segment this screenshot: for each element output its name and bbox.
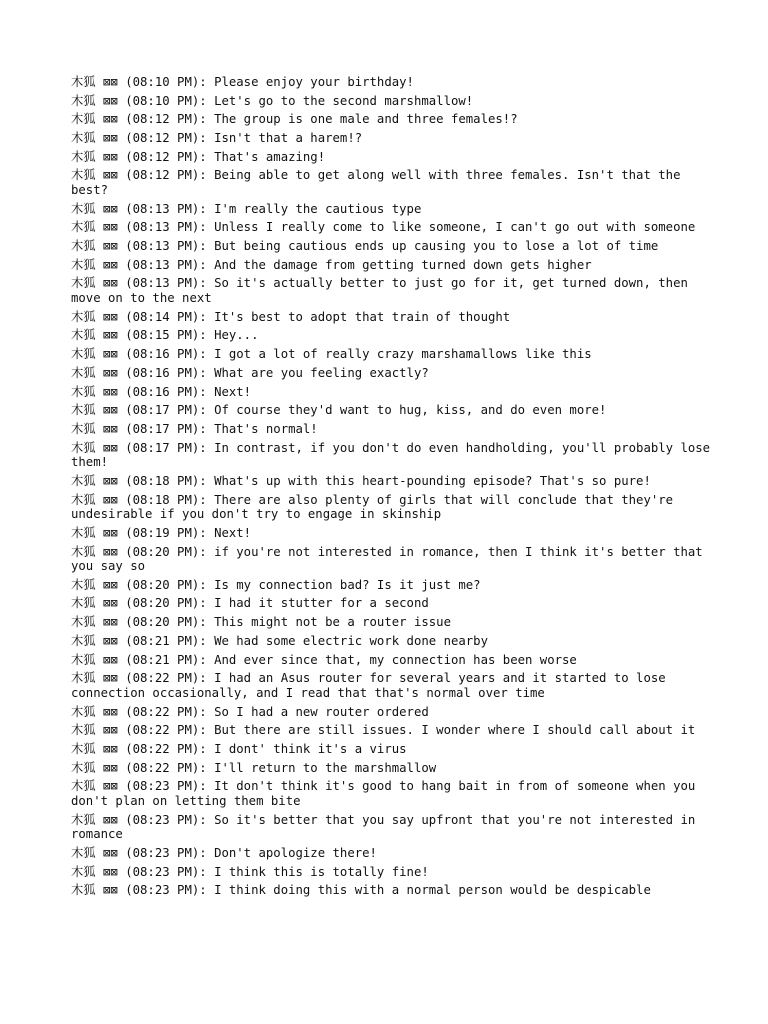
- speaker-name: 木狐 ⊠⊠: [71, 257, 118, 272]
- message-text: Don't apologize there!: [214, 845, 377, 860]
- message-text: Let's go to the second marshmallow!: [214, 93, 474, 108]
- message-text: Unless I really come to like someone, I can't go out with someone: [214, 220, 696, 235]
- speaker-name: 木狐 ⊠⊠: [71, 633, 118, 648]
- speaker-name: 木狐 ⊠⊠: [71, 723, 118, 738]
- speaker-name: 木狐 ⊠⊠: [71, 347, 118, 362]
- chat-line: [71, 202, 711, 217]
- timestamp: (08:16 PM):: [125, 365, 207, 380]
- timestamp: (08:22 PM):: [125, 723, 207, 738]
- timestamp: (08:13 PM):: [125, 201, 207, 216]
- speaker-name: 木狐 ⊠⊠: [71, 741, 118, 756]
- timestamp: (08:13 PM):: [125, 239, 207, 254]
- speaker-name: 木狐 ⊠⊠: [71, 760, 118, 775]
- message-text: Is my connection bad? Is it just me?: [214, 577, 481, 592]
- message-text: Next!: [214, 525, 252, 540]
- chat-line: [71, 596, 711, 611]
- message-text: Being able to get along well with three females. Isn't that the best?: [71, 168, 688, 198]
- timestamp: (08:20 PM):: [125, 615, 207, 630]
- chat-line: [71, 474, 711, 489]
- speaker-name: 木狐 ⊠⊠: [71, 812, 118, 827]
- message-text: That's amazing!: [214, 149, 326, 164]
- speaker-name: 木狐 ⊠⊠: [71, 276, 118, 291]
- message-text: That's normal!: [214, 421, 318, 436]
- message-text: Isn't that a harem!?: [214, 131, 363, 146]
- message-text: if you're not interested in romance, then I think it's better that you say so: [71, 544, 711, 574]
- message-text: It's best to adopt that train of thought: [214, 309, 511, 324]
- speaker-name: 木狐 ⊠⊠: [71, 93, 118, 108]
- speaker-name: 木狐 ⊠⊠: [71, 201, 118, 216]
- timestamp: (08:22 PM):: [125, 760, 207, 775]
- timestamp: (08:12 PM):: [125, 168, 207, 183]
- chat-line: [71, 276, 711, 305]
- message-text: But there are still issues. I wonder where I should call about it: [214, 723, 696, 738]
- speaker-name: 木狐 ⊠⊠: [71, 544, 118, 559]
- speaker-name: 木狐 ⊠⊠: [71, 75, 118, 89]
- message-text: We had some electric work done nearby: [214, 633, 488, 648]
- chat-line: [71, 310, 711, 325]
- timestamp: (08:21 PM):: [125, 633, 207, 648]
- timestamp: (08:15 PM):: [125, 328, 207, 343]
- timestamp: (08:13 PM):: [125, 257, 207, 272]
- speaker-name: 木狐 ⊠⊠: [71, 239, 118, 254]
- timestamp: (08:23 PM):: [125, 864, 207, 879]
- speaker-name: 木狐 ⊠⊠: [71, 149, 118, 164]
- chat-line: [71, 813, 711, 842]
- speaker-name: 木狐 ⊠⊠: [71, 440, 118, 455]
- chat-line: [71, 75, 711, 90]
- chat-line: [71, 578, 711, 593]
- message-text: Of course they'd want to hug, kiss, and do even more!: [214, 403, 607, 418]
- chat-line: [71, 366, 711, 381]
- timestamp: (08:12 PM):: [125, 149, 207, 164]
- timestamp: (08:19 PM):: [125, 525, 207, 540]
- message-text: I had it stutter for a second: [214, 596, 429, 611]
- message-text: There are also plenty of girls that will conclude that they're undesirable if you don't try to engage in skinship: [71, 492, 681, 522]
- message-text: So I had a new router ordered: [214, 704, 429, 719]
- chat-line: [71, 220, 711, 235]
- speaker-name: 木狐 ⊠⊠: [71, 403, 118, 418]
- message-text: So it's actually better to just go for it, get turned down, then move on to the next: [71, 276, 696, 306]
- speaker-name: 木狐 ⊠⊠: [71, 384, 118, 399]
- message-text: I had an Asus router for several years and it started to lose connection occasionally, and I read that that's normal over time: [71, 671, 674, 700]
- chat-line: [71, 239, 711, 254]
- timestamp: (08:10 PM):: [125, 75, 207, 89]
- message-text: This might not be a router issue: [214, 615, 451, 630]
- speaker-name: 木狐 ⊠⊠: [71, 168, 118, 183]
- message-text: The group is one male and three females!?: [214, 112, 518, 127]
- speaker-name: 木狐 ⊠⊠: [71, 365, 118, 380]
- speaker-name: 木狐 ⊠⊠: [71, 473, 118, 488]
- timestamp: (08:12 PM):: [125, 112, 207, 127]
- speaker-name: 木狐 ⊠⊠: [71, 864, 118, 879]
- message-text: Next!: [214, 384, 252, 399]
- chat-line: [71, 328, 711, 343]
- speaker-name: 木狐 ⊠⊠: [71, 596, 118, 611]
- timestamp: (08:18 PM):: [125, 492, 207, 507]
- message-text: I got a lot of really crazy marshamallows like this: [214, 347, 592, 362]
- chat-line: [71, 779, 711, 808]
- chat-line: [71, 150, 711, 165]
- chat-line: [71, 493, 711, 522]
- speaker-name: 木狐 ⊠⊠: [71, 525, 118, 540]
- timestamp: (08:20 PM):: [125, 544, 207, 559]
- speaker-name: 木狐 ⊠⊠: [71, 615, 118, 630]
- chat-transcript: [71, 75, 718, 902]
- chat-line: [71, 168, 711, 197]
- chat-line: [71, 545, 711, 574]
- speaker-name: 木狐 ⊠⊠: [71, 845, 118, 860]
- message-text: Hey...: [214, 328, 259, 343]
- message-text: I think doing this with a normal person would be despicable: [214, 883, 651, 898]
- timestamp: (08:23 PM):: [125, 883, 207, 898]
- chat-line: [71, 742, 711, 757]
- chat-line: [71, 761, 711, 776]
- timestamp: (08:22 PM):: [125, 671, 207, 686]
- message-text: Please enjoy your birthday!: [214, 75, 414, 89]
- message-text: So it's better that you say upfront that you're not interested in romance: [71, 812, 703, 842]
- chat-line: [71, 615, 711, 630]
- chat-line: [71, 846, 711, 861]
- timestamp: (08:12 PM):: [125, 131, 207, 146]
- chat-line: [71, 653, 711, 668]
- chat-line: [71, 347, 711, 362]
- timestamp: (08:22 PM):: [125, 741, 207, 756]
- message-text: What are you feeling exactly?: [214, 365, 429, 380]
- timestamp: (08:23 PM):: [125, 845, 207, 860]
- chat-line: [71, 385, 711, 400]
- chat-line: [71, 422, 711, 437]
- message-text: And the damage from getting turned down gets higher: [214, 257, 592, 272]
- chat-line: [71, 723, 711, 738]
- chat-line: [71, 112, 711, 127]
- speaker-name: 木狐 ⊠⊠: [71, 671, 118, 686]
- message-text: I'll return to the marshmallow: [214, 760, 437, 775]
- timestamp: (08:14 PM):: [125, 309, 207, 324]
- timestamp: (08:18 PM):: [125, 473, 207, 488]
- timestamp: (08:16 PM):: [125, 384, 207, 399]
- message-text: It don't think it's good to hang bait in from of someone when you don't plan on letting them bite: [71, 779, 703, 808]
- chat-line: [71, 526, 711, 541]
- speaker-name: 木狐 ⊠⊠: [71, 492, 118, 507]
- timestamp: (08:13 PM):: [125, 276, 207, 291]
- chat-line: [71, 634, 711, 649]
- speaker-name: 木狐 ⊠⊠: [71, 131, 118, 146]
- chat-line: [71, 440, 718, 470]
- timestamp: (08:13 PM):: [125, 220, 207, 235]
- chat-line: [71, 403, 711, 418]
- timestamp: (08:17 PM):: [125, 421, 207, 436]
- speaker-name: 木狐 ⊠⊠: [71, 704, 118, 719]
- timestamp: (08:22 PM):: [125, 704, 207, 719]
- speaker-name: 木狐 ⊠⊠: [71, 112, 118, 127]
- speaker-name: 木狐 ⊠⊠: [71, 883, 118, 898]
- timestamp: (08:17 PM):: [125, 440, 207, 455]
- speaker-name: 木狐 ⊠⊠: [71, 421, 118, 436]
- chat-line: [71, 671, 711, 700]
- speaker-name: 木狐 ⊠⊠: [71, 779, 118, 794]
- speaker-name: 木狐 ⊠⊠: [71, 309, 118, 324]
- chat-line: [71, 705, 711, 720]
- speaker-name: 木狐 ⊠⊠: [71, 220, 118, 235]
- timestamp: (08:20 PM):: [125, 596, 207, 611]
- chat-line: [71, 883, 711, 898]
- speaker-name: 木狐 ⊠⊠: [71, 652, 118, 667]
- message-text: But being cautious ends up causing you to lose a lot of time: [214, 239, 659, 254]
- chat-line: [71, 258, 711, 273]
- message-text: I think this is totally fine!: [214, 864, 429, 879]
- chat-line: [71, 94, 711, 109]
- speaker-name: 木狐 ⊠⊠: [71, 577, 118, 592]
- timestamp: (08:16 PM):: [125, 347, 207, 362]
- message-text: I'm really the cautious type: [214, 201, 422, 216]
- timestamp: (08:21 PM):: [125, 652, 207, 667]
- message-text: What's up with this heart-pounding episode? That's so pure!: [214, 473, 651, 488]
- message-text: And ever since that, my connection has been worse: [214, 652, 577, 667]
- timestamp: (08:23 PM):: [125, 779, 207, 794]
- timestamp: (08:17 PM):: [125, 403, 207, 418]
- message-text: I dont' think it's a virus: [214, 741, 407, 756]
- chat-line: [71, 131, 711, 146]
- timestamp: (08:10 PM):: [125, 93, 207, 108]
- timestamp: (08:20 PM):: [125, 577, 207, 592]
- timestamp: (08:23 PM):: [125, 812, 207, 827]
- message-text: In contrast, if you don't do even handholding, you'll probably lose them!: [71, 440, 718, 470]
- speaker-name: 木狐 ⊠⊠: [71, 328, 118, 343]
- chat-line: [71, 865, 711, 880]
